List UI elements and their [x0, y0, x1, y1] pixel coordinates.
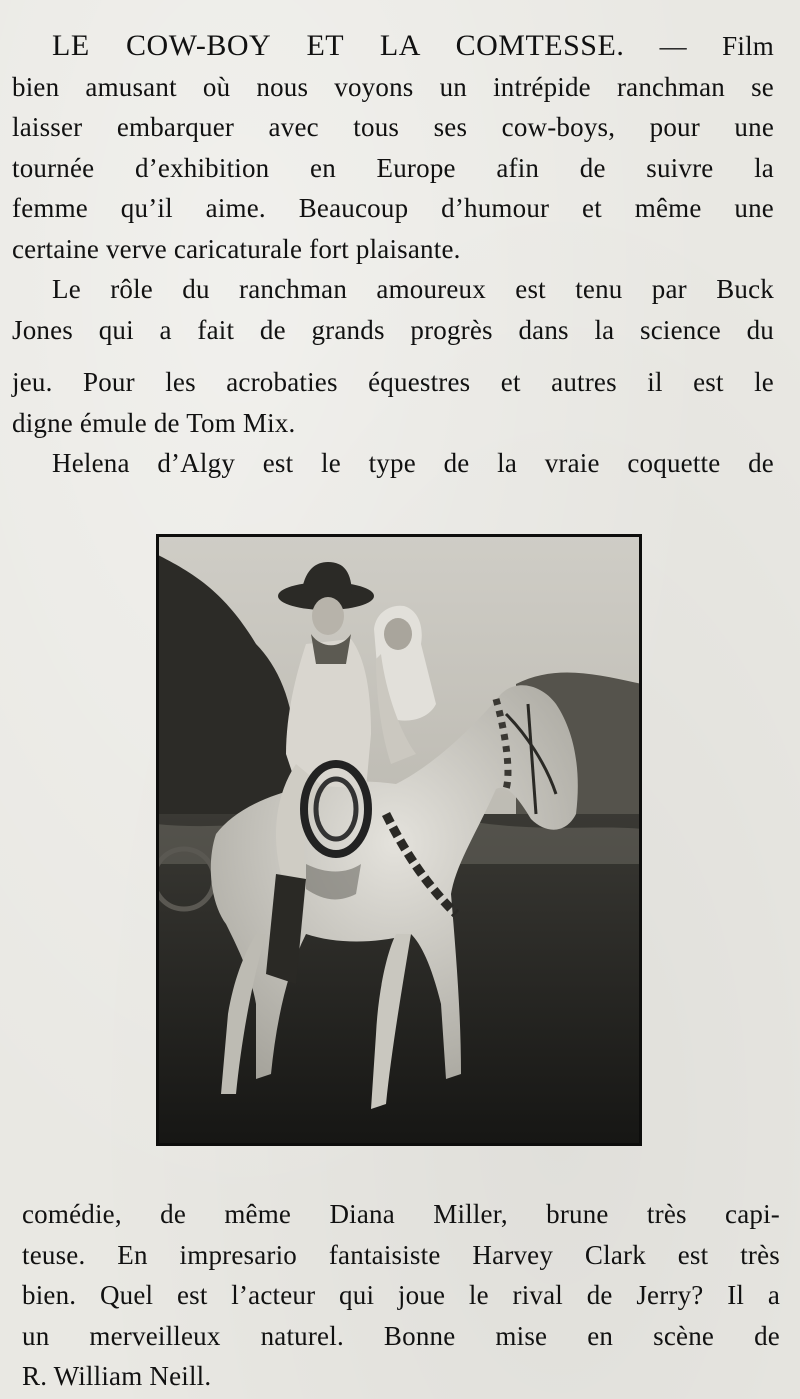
text-line: tournée d’exhibition en Europe afin de suivre la — [12, 152, 774, 183]
article-bottom-text — [22, 1194, 780, 1397]
film-still-photo — [156, 534, 642, 1146]
article-top-text — [12, 26, 774, 484]
text-line: certaine verve caricaturale fort plaisante. — [12, 233, 461, 264]
text-line: bien amusant où nous voyons un intrépide ranchman se — [12, 71, 774, 102]
text-line: un merveilleux naturel. Bonne mise en scène de — [22, 1320, 780, 1351]
text-line: Jones qui a fait de grands progrès dans la science du — [12, 314, 774, 345]
text-line: jeu. Pour les acrobaties équestres et autres il est le — [12, 367, 774, 397]
text-line: laisser embarquer avec tous ses cow-boys, pour une — [12, 112, 774, 142]
article-title-suffix: — Film — [659, 31, 774, 61]
article-title-line — [12, 26, 774, 67]
horse-rider-illustration — [156, 534, 642, 1146]
text-line: teuse. En impresario fantaisiste Harvey Clark est très — [22, 1239, 780, 1270]
text-line: comédie, de même Diana Miller, brune très capi- — [22, 1199, 780, 1229]
text-line: R. William Neill. — [22, 1361, 212, 1391]
text-line: femme qu’il aime. Beaucoup d’humour et même une — [12, 193, 774, 223]
text-line: bien. Quel est l’acteur qui joue le rival de Jerry? Il a — [22, 1280, 780, 1310]
text-line: digne émule de Tom Mix. — [12, 407, 296, 438]
text-line: Le rôle du ranchman amoureux est tenu par Buck — [52, 274, 774, 304]
article-title: LE COW-BOY ET LA COMTESSE. — [52, 29, 625, 62]
text-line: Helena d’Algy est le type de la vraie coquette de — [52, 448, 774, 478]
